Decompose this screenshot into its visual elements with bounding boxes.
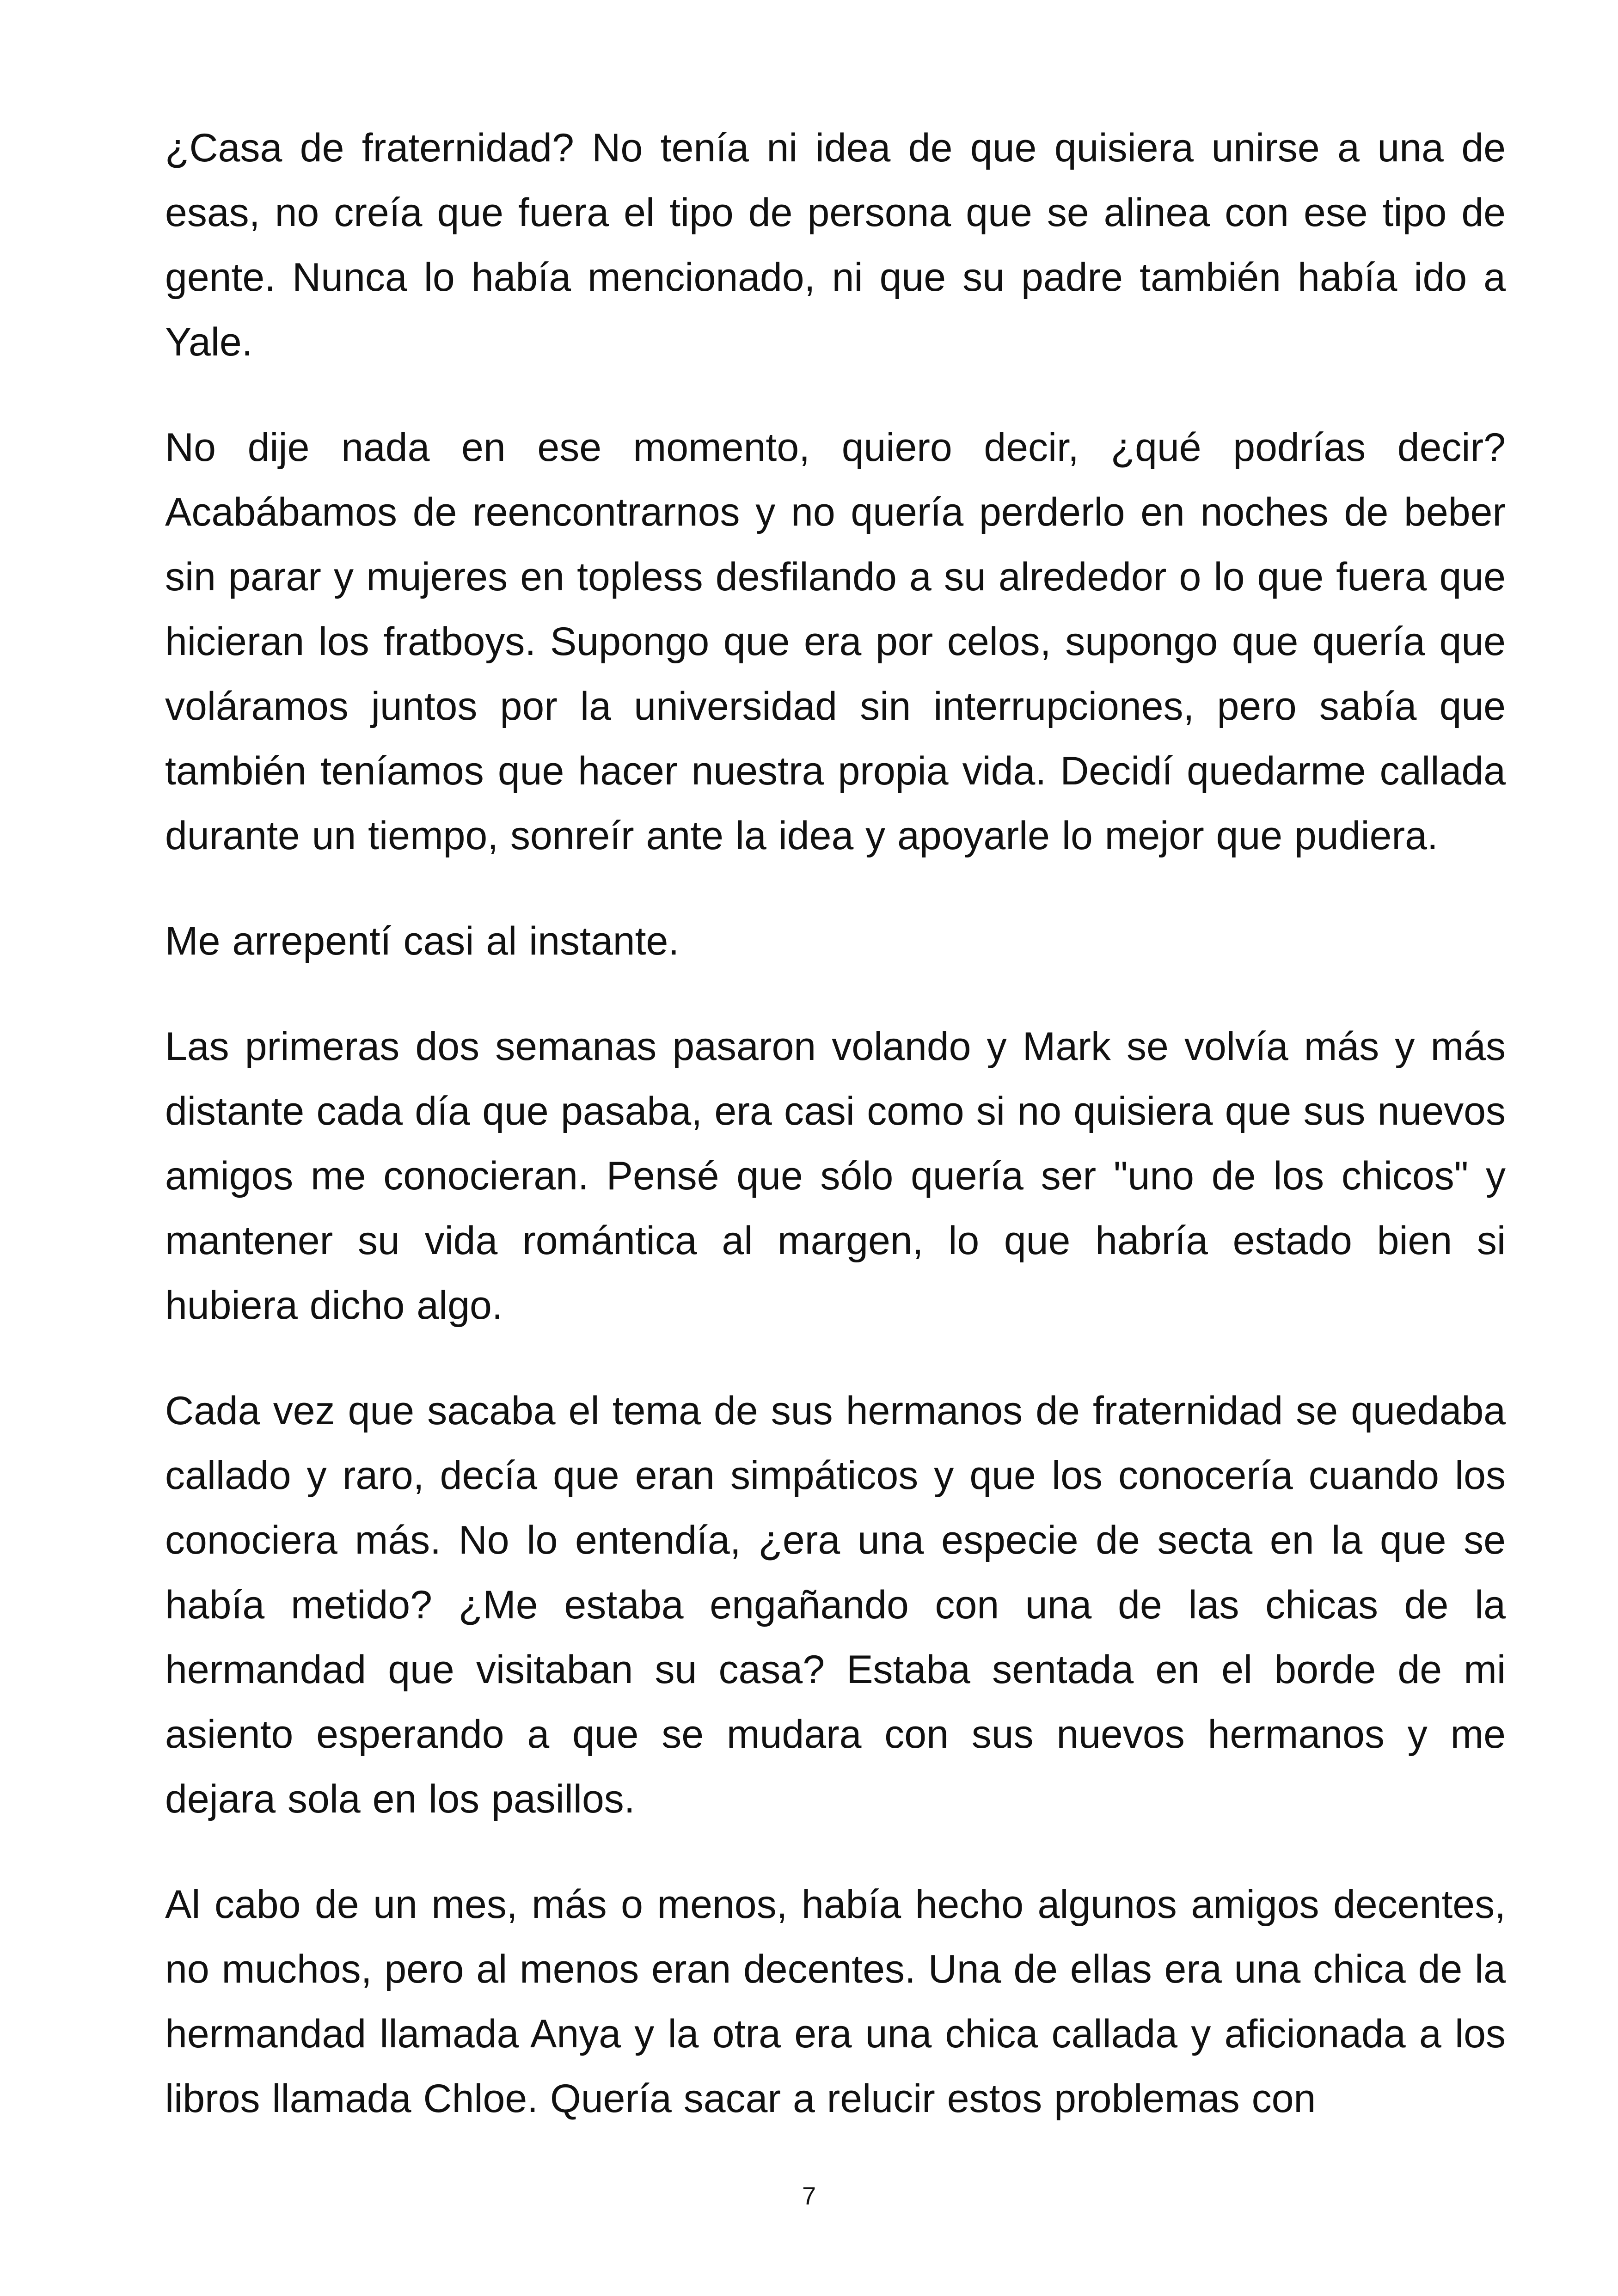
paragraph-2: No dije nada en ese momento, quiero decir, ¿qué podrías decir? Acabábamos de reencontrarnos y no quería perderlo en noches de beber sin parar y mujeres en topless desfilando a su alrededor o lo que fuera que hicieran los fratboys. Supongo que era por celos, supongo que quería que voláramos juntos por la universidad sin interrupciones, pero sabía que también teníamos que hacer nuestra propia vida. Decidí quedarme callada durante un tiempo, sonreír ante la idea y apoyarle lo mejor que pudiera. (165, 425, 1506, 858)
page-number: 7 (802, 2182, 816, 2210)
paragraph-3: Me arrepentí casi al instante. (165, 919, 680, 963)
paragraph-4: Las primeras dos semanas pasaron volando y Mark se volvía más y más distante cada día que pasaba, era casi como si no quisiera que sus nuevos amigos me conocieran. Pensé que sólo quería ser "uno de los chicos" y mantener su vida romántica al margen, lo que habría estado bien si hubiera dicho algo. (165, 1024, 1506, 1328)
paragraph-6: Al cabo de un mes, más o menos, había hecho algunos amigos decentes, no muchos, pero al menos eran decentes. Una de ellas era una chica de la hermandad llamada Anya y la otra era una chica callada y aficionada a los libros llamada Chloe. Quería sacar a relucir estos problemas con (165, 1882, 1506, 2121)
paragraph-5: Cada vez que sacaba el tema de sus hermanos de fraternidad se quedaba callado y raro, decía que eran simpáticos y que los conocería cuando los conociera más. No lo entendía, ¿era una especie de secta en la que se había metido? ¿Me estaba engañando con una de las chicas de la hermandad que visitaban su casa? Estaba sentada en el borde de mi asiento esperando a que se mudara con sus nuevos hermanos y me dejara sola en los pasillos. (165, 1389, 1506, 1821)
body-text (165, 116, 1506, 2172)
paragraph-1: ¿Casa de fraternidad? No tenía ni idea de que quisiera unirse a una de esas, no creía que fuera el tipo de persona que se alinea con ese tipo de gente. Nunca lo había mencionado, ni que su padre también había ido a Yale. (165, 126, 1506, 364)
